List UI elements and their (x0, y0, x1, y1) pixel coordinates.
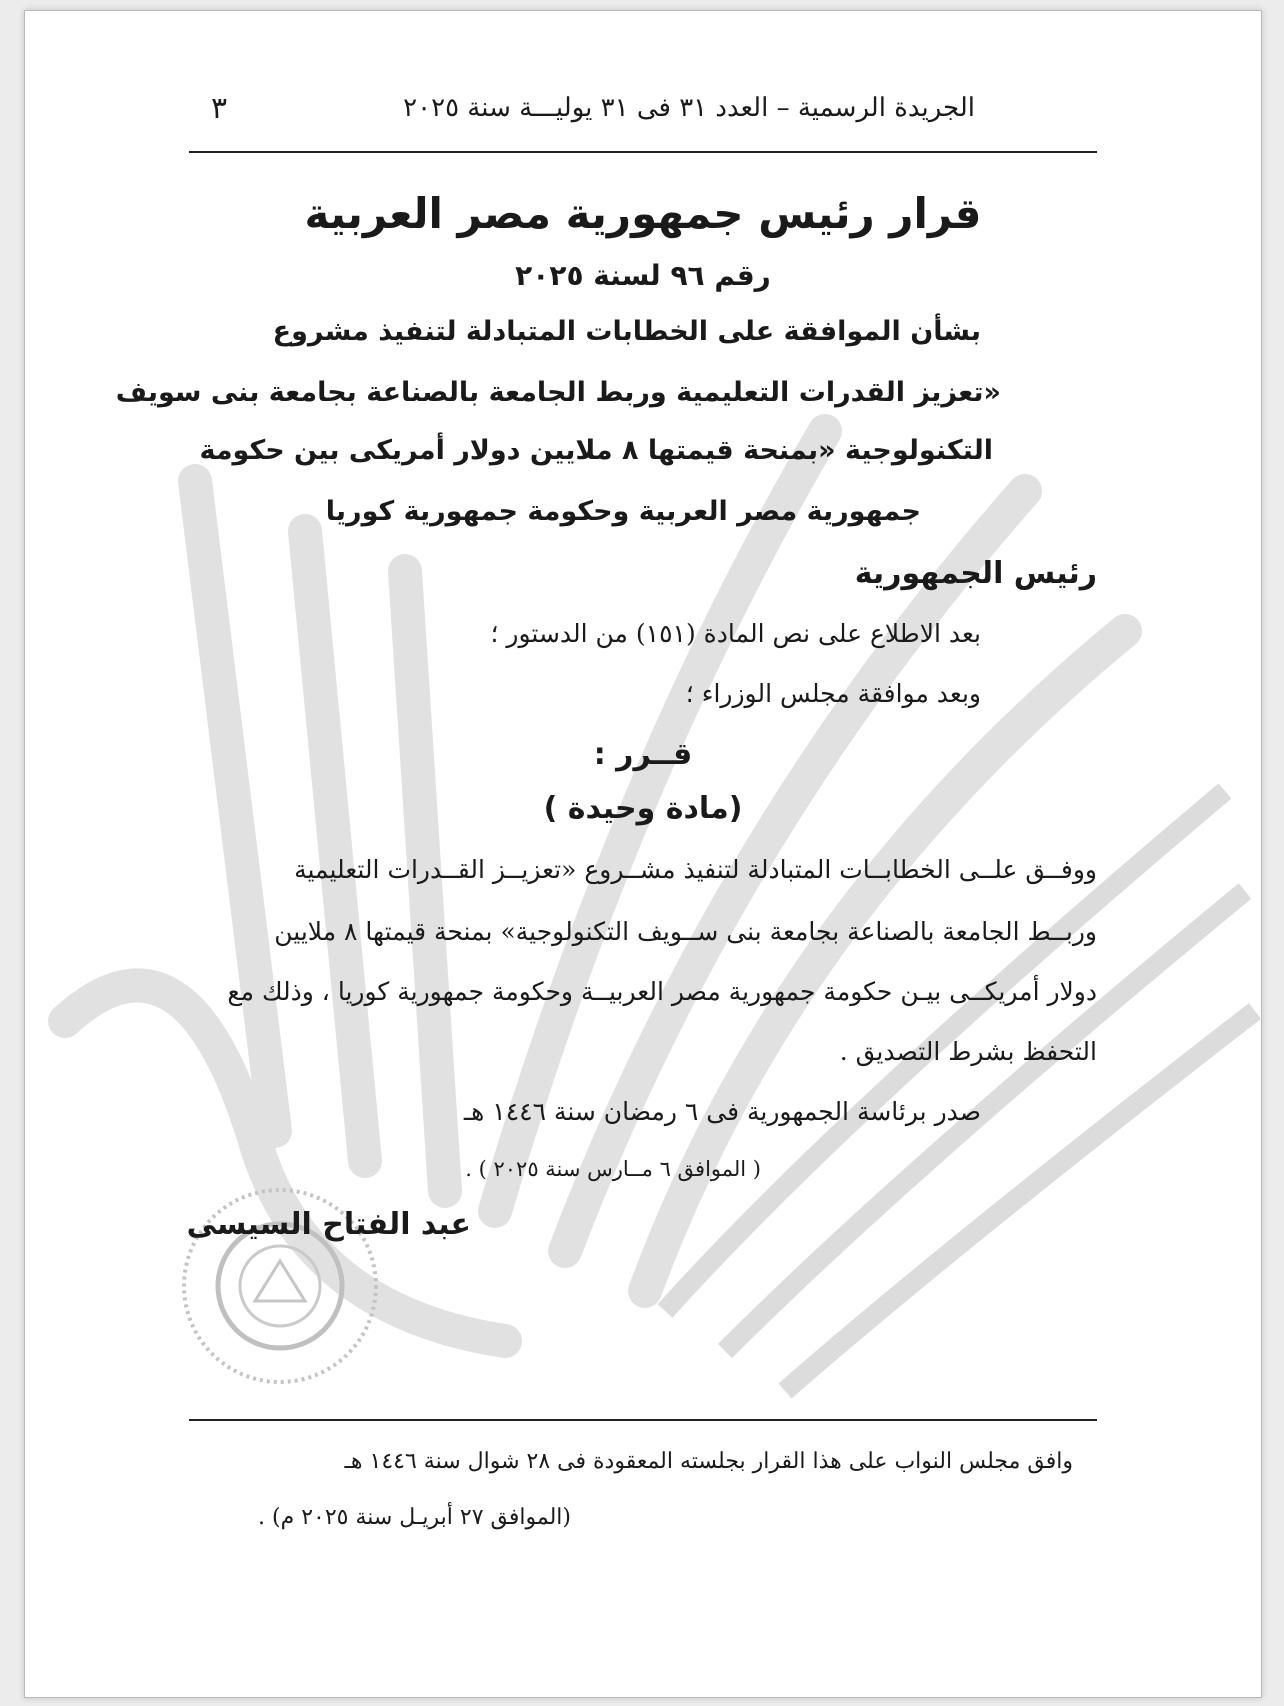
footnote-line-1: وافق مجلس النواب على هذا القرار بجلسته المعقودة فى ٢٨ شوال سنة ١٤٤٦ هـ (344, 1449, 1073, 1474)
signature-name: عبد الفتاح السيسى (186, 1207, 471, 1242)
gazette-running-header: الجريدة الرسمية – العدد ٣١ فى ٣١ يوليـــة سنة ٢٠٢٥ (403, 93, 975, 123)
document-page (24, 10, 1262, 1698)
decreed-heading: قــرر : (593, 737, 693, 772)
subject-line-1: بشأن الموافقة على الخطابات المتبادلة لتنفيذ مشروع (272, 316, 981, 347)
subject-line-2: «تعزيز القدرات التعليمية وربط الجامعة بالصناعة بجامعة بنى سويف (115, 377, 1001, 408)
preamble-line-2: وبعد موافقة مجلس الوزراء ؛ (685, 679, 981, 708)
president-heading: رئيس الجمهورية (854, 556, 1097, 591)
issued-date: صدر برئاسة الجمهورية فى ٦ رمضان سنة ١٤٤٦ هـ (463, 1097, 981, 1126)
article-line-3: دولار أمريكــى بيـن حكومة جمهورية مصر العربيــة وحكومة جمهورية كوريا ، وذلك مع (227, 977, 1097, 1006)
footnote-divider (189, 1419, 1097, 1421)
decree-title: قرار رئيس جمهورية مصر العربية (304, 189, 982, 238)
header-divider (189, 151, 1097, 153)
page-number: ٣ (211, 91, 228, 126)
article-line-1: ووفــق علــى الخطابــات المتبادلة لتنفيذ مشــروع «تعزيــز القــدرات التعليمية (294, 855, 1097, 884)
article-line-2: وربــط الجامعة بالصناعة بجامعة بنى ســويف التكنولوجية» بمنحة قيمتها ٨ ملايين (274, 917, 1097, 946)
corresponding-date: ( الموافق ٦ مــارس سنة ٢٠٢٥ ) . (465, 1157, 761, 1181)
article-line-4: التحفظ بشرط التصديق . (839, 1037, 1097, 1066)
decree-number: رقم ٩٦ لسنة ٢٠٢٥ (515, 259, 771, 292)
footnote-line-2: (الموافق ٢٧ أبريـل سنة ٢٠٢٥ م) . (258, 1505, 571, 1530)
subject-line-3: التكنولوجية «بمنحة قيمتها ٨ ملايين دولار أمريكى بين حكومة (199, 435, 993, 466)
article-title: (مادة وحيدة ) (543, 791, 743, 826)
subject-line-4: جمهورية مصر العربية وحكومة جمهورية كوريا (325, 496, 921, 527)
preamble-line-1: بعد الاطلاع على نص المادة (١٥١) من الدستور ؛ (490, 619, 981, 648)
